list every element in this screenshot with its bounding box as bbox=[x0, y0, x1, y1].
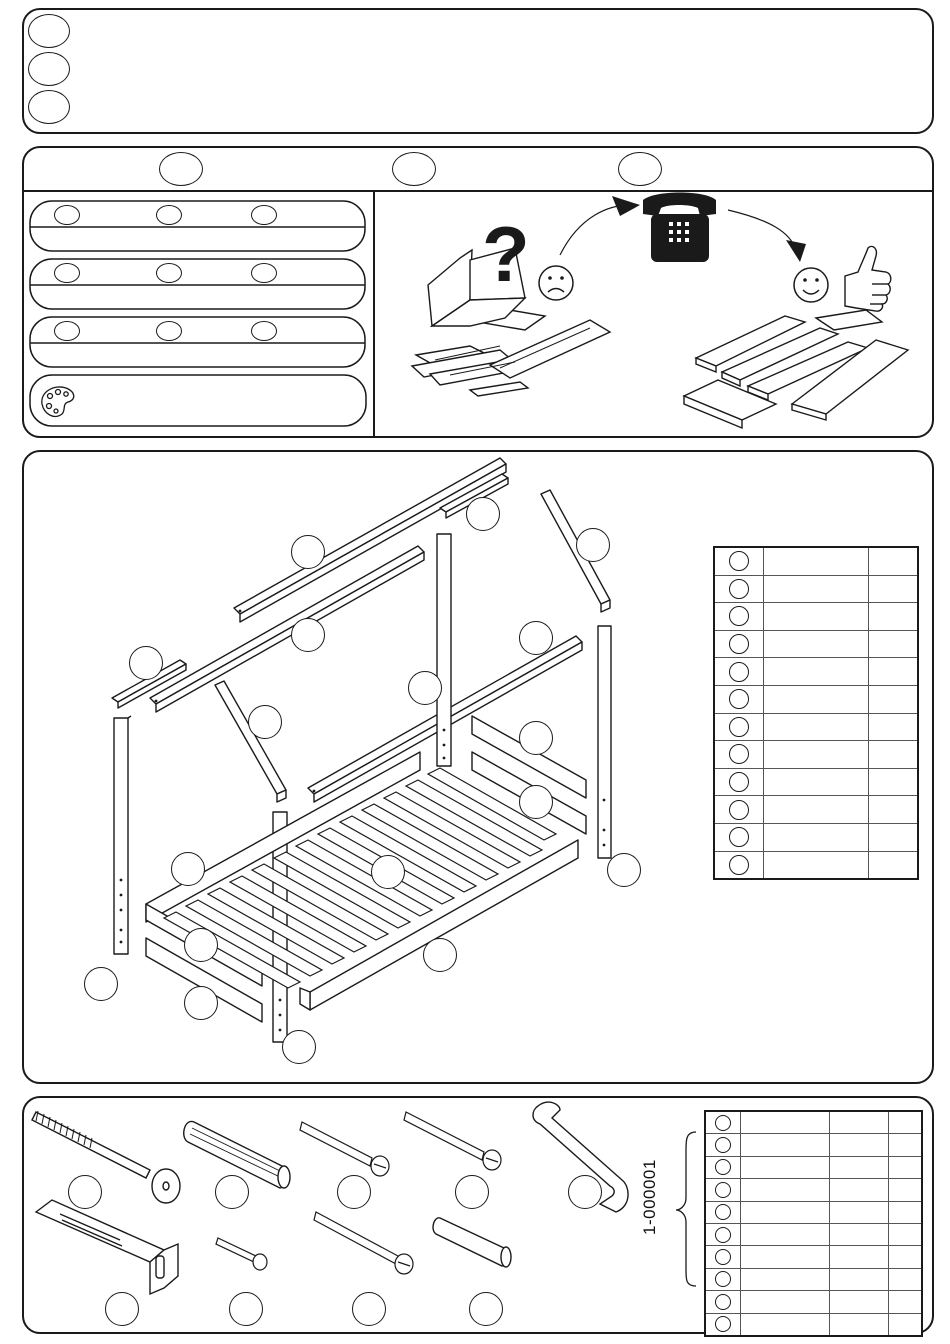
hardware-marker-i bbox=[469, 1292, 503, 1326]
row-marker bbox=[715, 1137, 731, 1153]
table-row bbox=[705, 1201, 922, 1223]
hardware-marker-f bbox=[105, 1292, 139, 1326]
row-marker bbox=[715, 1182, 731, 1198]
table-row bbox=[705, 1313, 922, 1336]
long-screw-icon bbox=[314, 1212, 413, 1274]
hardware-marker-g bbox=[229, 1292, 263, 1326]
table-row bbox=[705, 1179, 922, 1201]
metal-bracket-icon bbox=[36, 1200, 178, 1294]
wood-screw-icon bbox=[300, 1122, 389, 1176]
row-marker bbox=[715, 1204, 731, 1220]
row-marker bbox=[715, 1115, 731, 1131]
hardware-marker-b bbox=[215, 1175, 249, 1209]
svg-text:?: ? bbox=[482, 210, 530, 298]
table-row bbox=[705, 1156, 922, 1178]
row-marker bbox=[715, 1271, 731, 1287]
short-screw-icon bbox=[216, 1238, 267, 1270]
table-row bbox=[705, 1268, 922, 1290]
hardware-marker-c bbox=[337, 1175, 371, 1209]
label-brace bbox=[676, 1132, 696, 1286]
hardware-marker-h bbox=[352, 1292, 386, 1326]
row-marker bbox=[715, 1294, 731, 1310]
long-bolt-icon bbox=[32, 1111, 180, 1203]
table-row bbox=[705, 1246, 922, 1268]
wall-plug-icon bbox=[433, 1218, 511, 1267]
wood-screw-long-icon bbox=[404, 1112, 501, 1170]
hardware-marker-e bbox=[568, 1175, 602, 1209]
table-row bbox=[705, 1223, 922, 1245]
row-marker bbox=[715, 1227, 731, 1243]
table-row bbox=[705, 1111, 922, 1134]
table-row bbox=[705, 1291, 922, 1313]
hardware-list-table bbox=[704, 1110, 923, 1337]
hardware-marker-a bbox=[68, 1175, 102, 1209]
row-marker bbox=[715, 1159, 731, 1175]
product-code-label: 1-000001 bbox=[640, 1159, 659, 1235]
row-marker bbox=[715, 1249, 731, 1265]
row-marker bbox=[715, 1316, 731, 1332]
hardware-marker-d bbox=[455, 1175, 489, 1209]
table-row bbox=[705, 1134, 922, 1156]
